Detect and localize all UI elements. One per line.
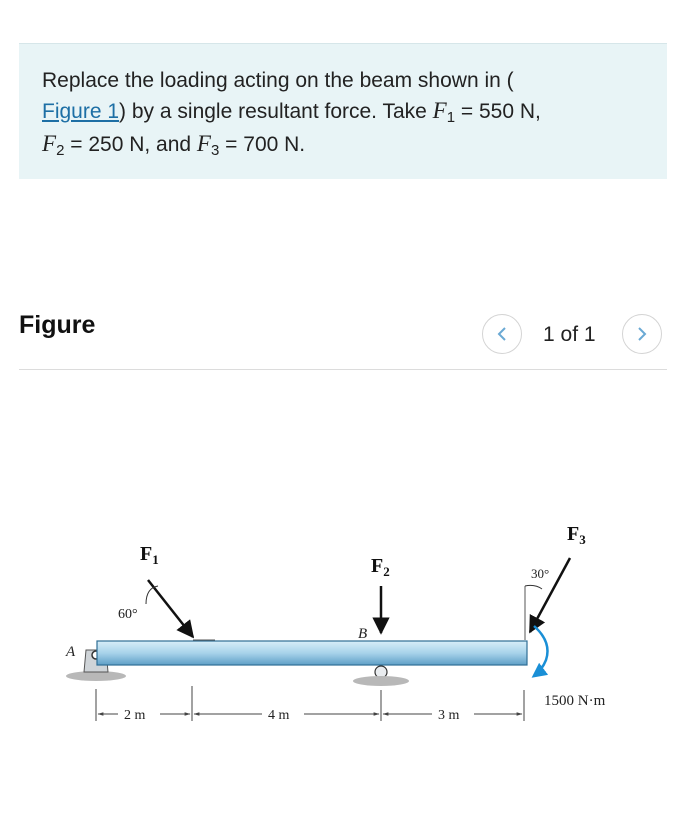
f2-label-subscript: 2 <box>383 564 390 579</box>
dim-label-1: 2 m <box>124 708 146 723</box>
moment-arrow <box>534 626 548 676</box>
dim-label-3: 3 m <box>438 708 460 723</box>
support-a-label: A <box>66 644 76 660</box>
problem-text-mid: ) by a single resultant force. Take <box>119 100 433 123</box>
point-b-label: B <box>358 626 368 642</box>
dim-label-2: 4 m <box>268 708 290 723</box>
f2-label-symbol: F <box>371 555 384 577</box>
f2-subscript: 2 <box>56 142 65 159</box>
problem-statement <box>19 43 667 179</box>
f2-value: = 250 N, and <box>64 133 197 156</box>
next-figure-button[interactable] <box>622 314 662 354</box>
f1-label <box>140 543 159 567</box>
f3-subscript: 3 <box>210 142 220 159</box>
f3-label-symbol: F <box>567 523 580 545</box>
figure-link[interactable]: Figure 1 <box>42 100 120 123</box>
chevron-left-icon <box>495 326 509 342</box>
angle-f3-label: 30° <box>531 566 550 581</box>
ground-right <box>353 676 409 686</box>
beam <box>97 641 527 665</box>
f1-value: = 550 N, <box>455 100 541 123</box>
f1-label-symbol: F <box>140 543 153 565</box>
f1-arrow <box>148 580 193 637</box>
f1-symbol: F <box>432 98 447 123</box>
f3-label <box>567 523 586 547</box>
f2-symbol: F <box>42 131 57 156</box>
angle-arc-f3 <box>525 585 542 589</box>
f1-label-subscript: 1 <box>152 552 159 567</box>
angle-f1-label: 60° <box>118 607 138 622</box>
f3-label-subscript: 3 <box>579 532 586 547</box>
dimension-lines <box>96 686 524 721</box>
f3-value: = 700 N. <box>219 133 306 156</box>
chevron-right-icon <box>635 326 649 342</box>
beam-figure <box>0 500 682 740</box>
f1-subscript: 1 <box>446 109 456 126</box>
previous-figure-button[interactable] <box>482 314 522 354</box>
moment-label: 1500 N·m <box>544 693 606 709</box>
figure-header <box>19 304 667 370</box>
problem-text-start: Replace the loading acting on the beam shown in ( <box>42 69 514 92</box>
f2-label <box>371 555 390 579</box>
figure-title: Figure <box>19 311 96 339</box>
figure-pager: 1 of 1 <box>543 323 596 346</box>
f3-symbol: F <box>196 131 211 156</box>
